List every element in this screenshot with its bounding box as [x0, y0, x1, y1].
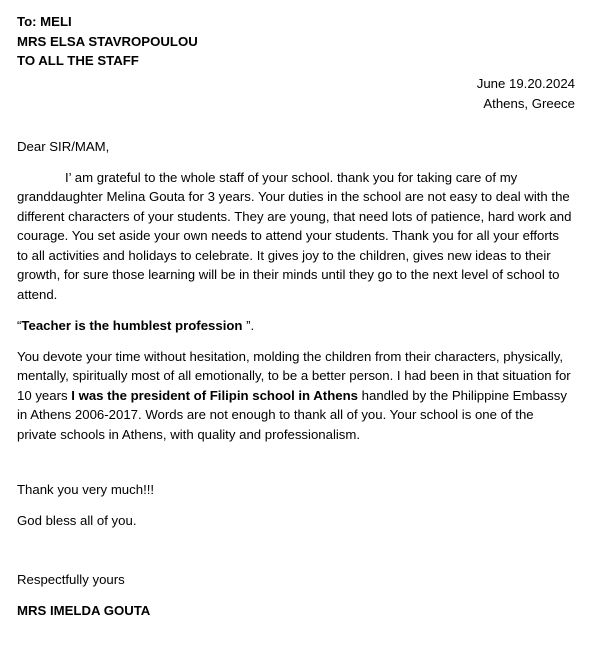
to-line: To: MELI [17, 14, 72, 29]
quote-text: Teacher is the humblest profession [21, 317, 243, 333]
blessing-line: God bless all of you. [17, 512, 137, 528]
recipient-name: MRS ELSA STAVROPOULOU [17, 33, 198, 49]
dateline-block [17, 74, 575, 114]
thanks-line: Thank you very much!!! [17, 481, 155, 497]
quote-line [17, 316, 577, 336]
quote-open-mark: “ [17, 317, 22, 333]
paragraph-2-part-1: You devote your time without hesitation, molding the children from their characters, physically, mentally, spiritually most of all emotionally, to be a better person. I had been in that situation for 10 years [17, 348, 571, 403]
closing-regards: Respectfully yours [17, 571, 125, 587]
body-paragraph-1: I’ am grateful to the whole staff of your school. thank you for taking care of my granddaughter Melina Gouta for 3 years. Your duties in the school are not easy to deal with the different characters of your students. They are young, that need lots of patience, hard work and courage. You set aside your own needs to attend your students. Thank you for all your efforts to all activities and holidays to celebrate. It gives joy to the children, gives new ideas to their growth, for sure those learning will be in their minds until they go to the next level of school to attend. [17, 169, 572, 303]
recipient-block [17, 12, 577, 71]
letter [17, 12, 577, 621]
staff-line: TO ALL THE STAFF [17, 53, 139, 68]
body-paragraph-2 [17, 347, 573, 445]
paragraph-2-bold: I was the president of Filipin school in Athens [71, 387, 358, 403]
letter-place: Athens, Greece [483, 95, 575, 111]
paragraph-2-part-2: handled by the Philippine Embassy in Athens 2006-2017. Words are not enough to thank all of you. Your school is one of the private schools in Athens, with quality and professionalism. [17, 387, 567, 443]
quote-close-mark: ”. [242, 317, 255, 333]
letter-date: June 19.20.2024 [476, 75, 575, 91]
salutation: Dear SIR/MAM, [17, 138, 110, 154]
signature-name: MRS IMELDA GOUTA [17, 602, 151, 618]
